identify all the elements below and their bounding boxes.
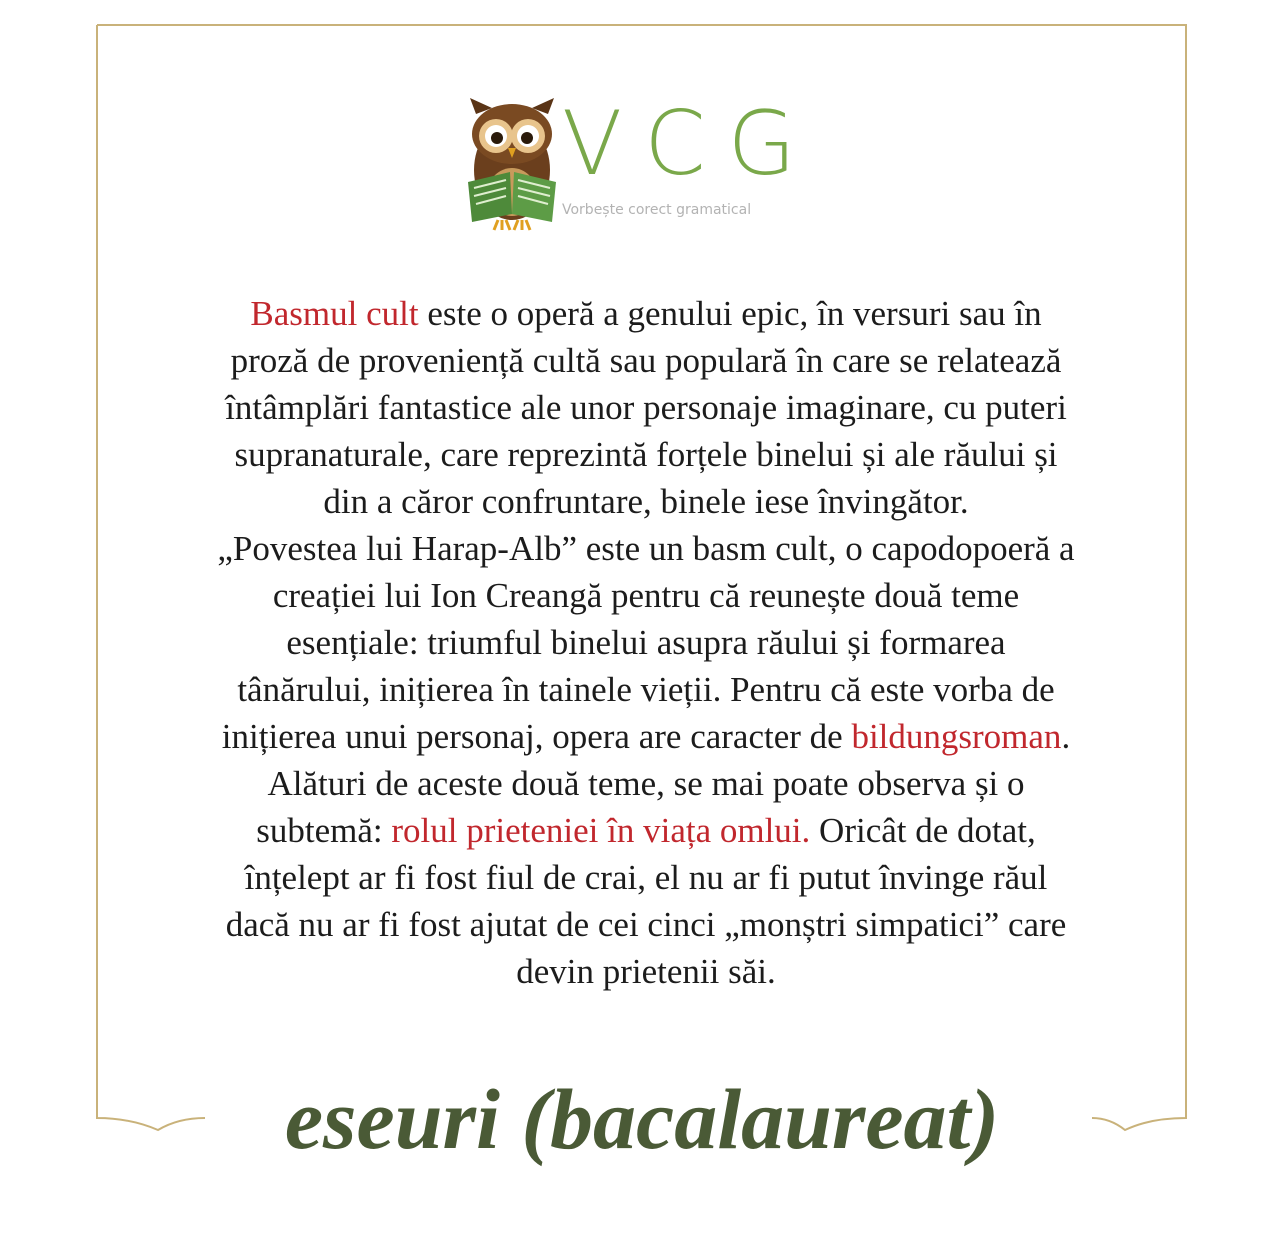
logo-letters: VCG <box>562 92 818 195</box>
logo-tagline: Vorbește corect gramatical <box>562 202 752 218</box>
essay-line <box>108 948 1184 995</box>
essay-line <box>108 384 1184 431</box>
essay-text-segment: devin prietenii săi. <box>516 952 776 991</box>
essay-text-segment: Oricât de dotat, <box>810 811 1036 850</box>
essay-text-segment: întâmplări fantastice ale unor personaje imaginare, cu puteri <box>225 388 1067 427</box>
essay-line <box>108 666 1184 713</box>
essay-text-segment: creației lui Ion Creangă pentru că reunește două teme <box>272 576 1020 615</box>
essay-line <box>108 337 1184 384</box>
essay-text-segment: din a căror confruntare, binele iese învingător. <box>323 482 969 521</box>
essay-text-segment: . <box>1061 717 1071 756</box>
essay-text-segment: inițierea unui personaj, opera are caracter de <box>221 717 852 756</box>
essay-text-segment: subtemă: <box>256 811 392 850</box>
essay-text-segment: esențiale: triumful binelui asupra răului și formarea <box>286 623 1006 662</box>
footer-title: eseuri (bacalaureat) <box>284 1071 1000 1167</box>
vcg-logo <box>462 92 832 236</box>
essay-text-segment: Alături de aceste două teme, se mai poate observa și o <box>267 764 1025 803</box>
essay-line <box>108 854 1184 901</box>
essay-text <box>108 290 1184 995</box>
essay-line <box>108 572 1184 619</box>
essay-line <box>108 713 1184 760</box>
highlighted-term: bildungsroman <box>851 717 1062 756</box>
essay-text-segment: „Povestea lui Harap-Alb” este un basm cult, o capodopoeră a <box>217 529 1075 568</box>
highlighted-term: Basmul cult <box>250 294 419 333</box>
essay-line <box>108 619 1184 666</box>
essay-line <box>108 760 1184 807</box>
essay-text-segment: dacă nu ar fi fost ajutat de cei cinci „monștri simpatici” care <box>225 905 1067 944</box>
essay-line <box>108 525 1184 572</box>
essay-text-segment: supranaturale, care reprezintă forțele binelui și ale răului și <box>234 435 1058 474</box>
essay-line <box>108 431 1184 478</box>
essay-text-segment: este o operă a genului epic, în versuri sau în <box>418 294 1042 333</box>
owl-reading-book-icon <box>462 96 562 232</box>
essay-text-segment: tânărului, inițierea în tainele vieții. Pentru că este vorba de <box>237 670 1055 709</box>
essay-text-segment: proză de proveniență cultă sau populară în care se relatează <box>230 341 1062 380</box>
essay-line <box>108 807 1184 854</box>
essay-line <box>108 901 1184 948</box>
essay-text-segment: înțelept ar fi fost fiul de crai, el nu ar fi putut învinge răul <box>244 858 1048 897</box>
essay-line <box>108 290 1184 337</box>
essay-line <box>108 478 1184 525</box>
highlighted-term: rolul prieteniei în viața omlui. <box>391 811 811 850</box>
